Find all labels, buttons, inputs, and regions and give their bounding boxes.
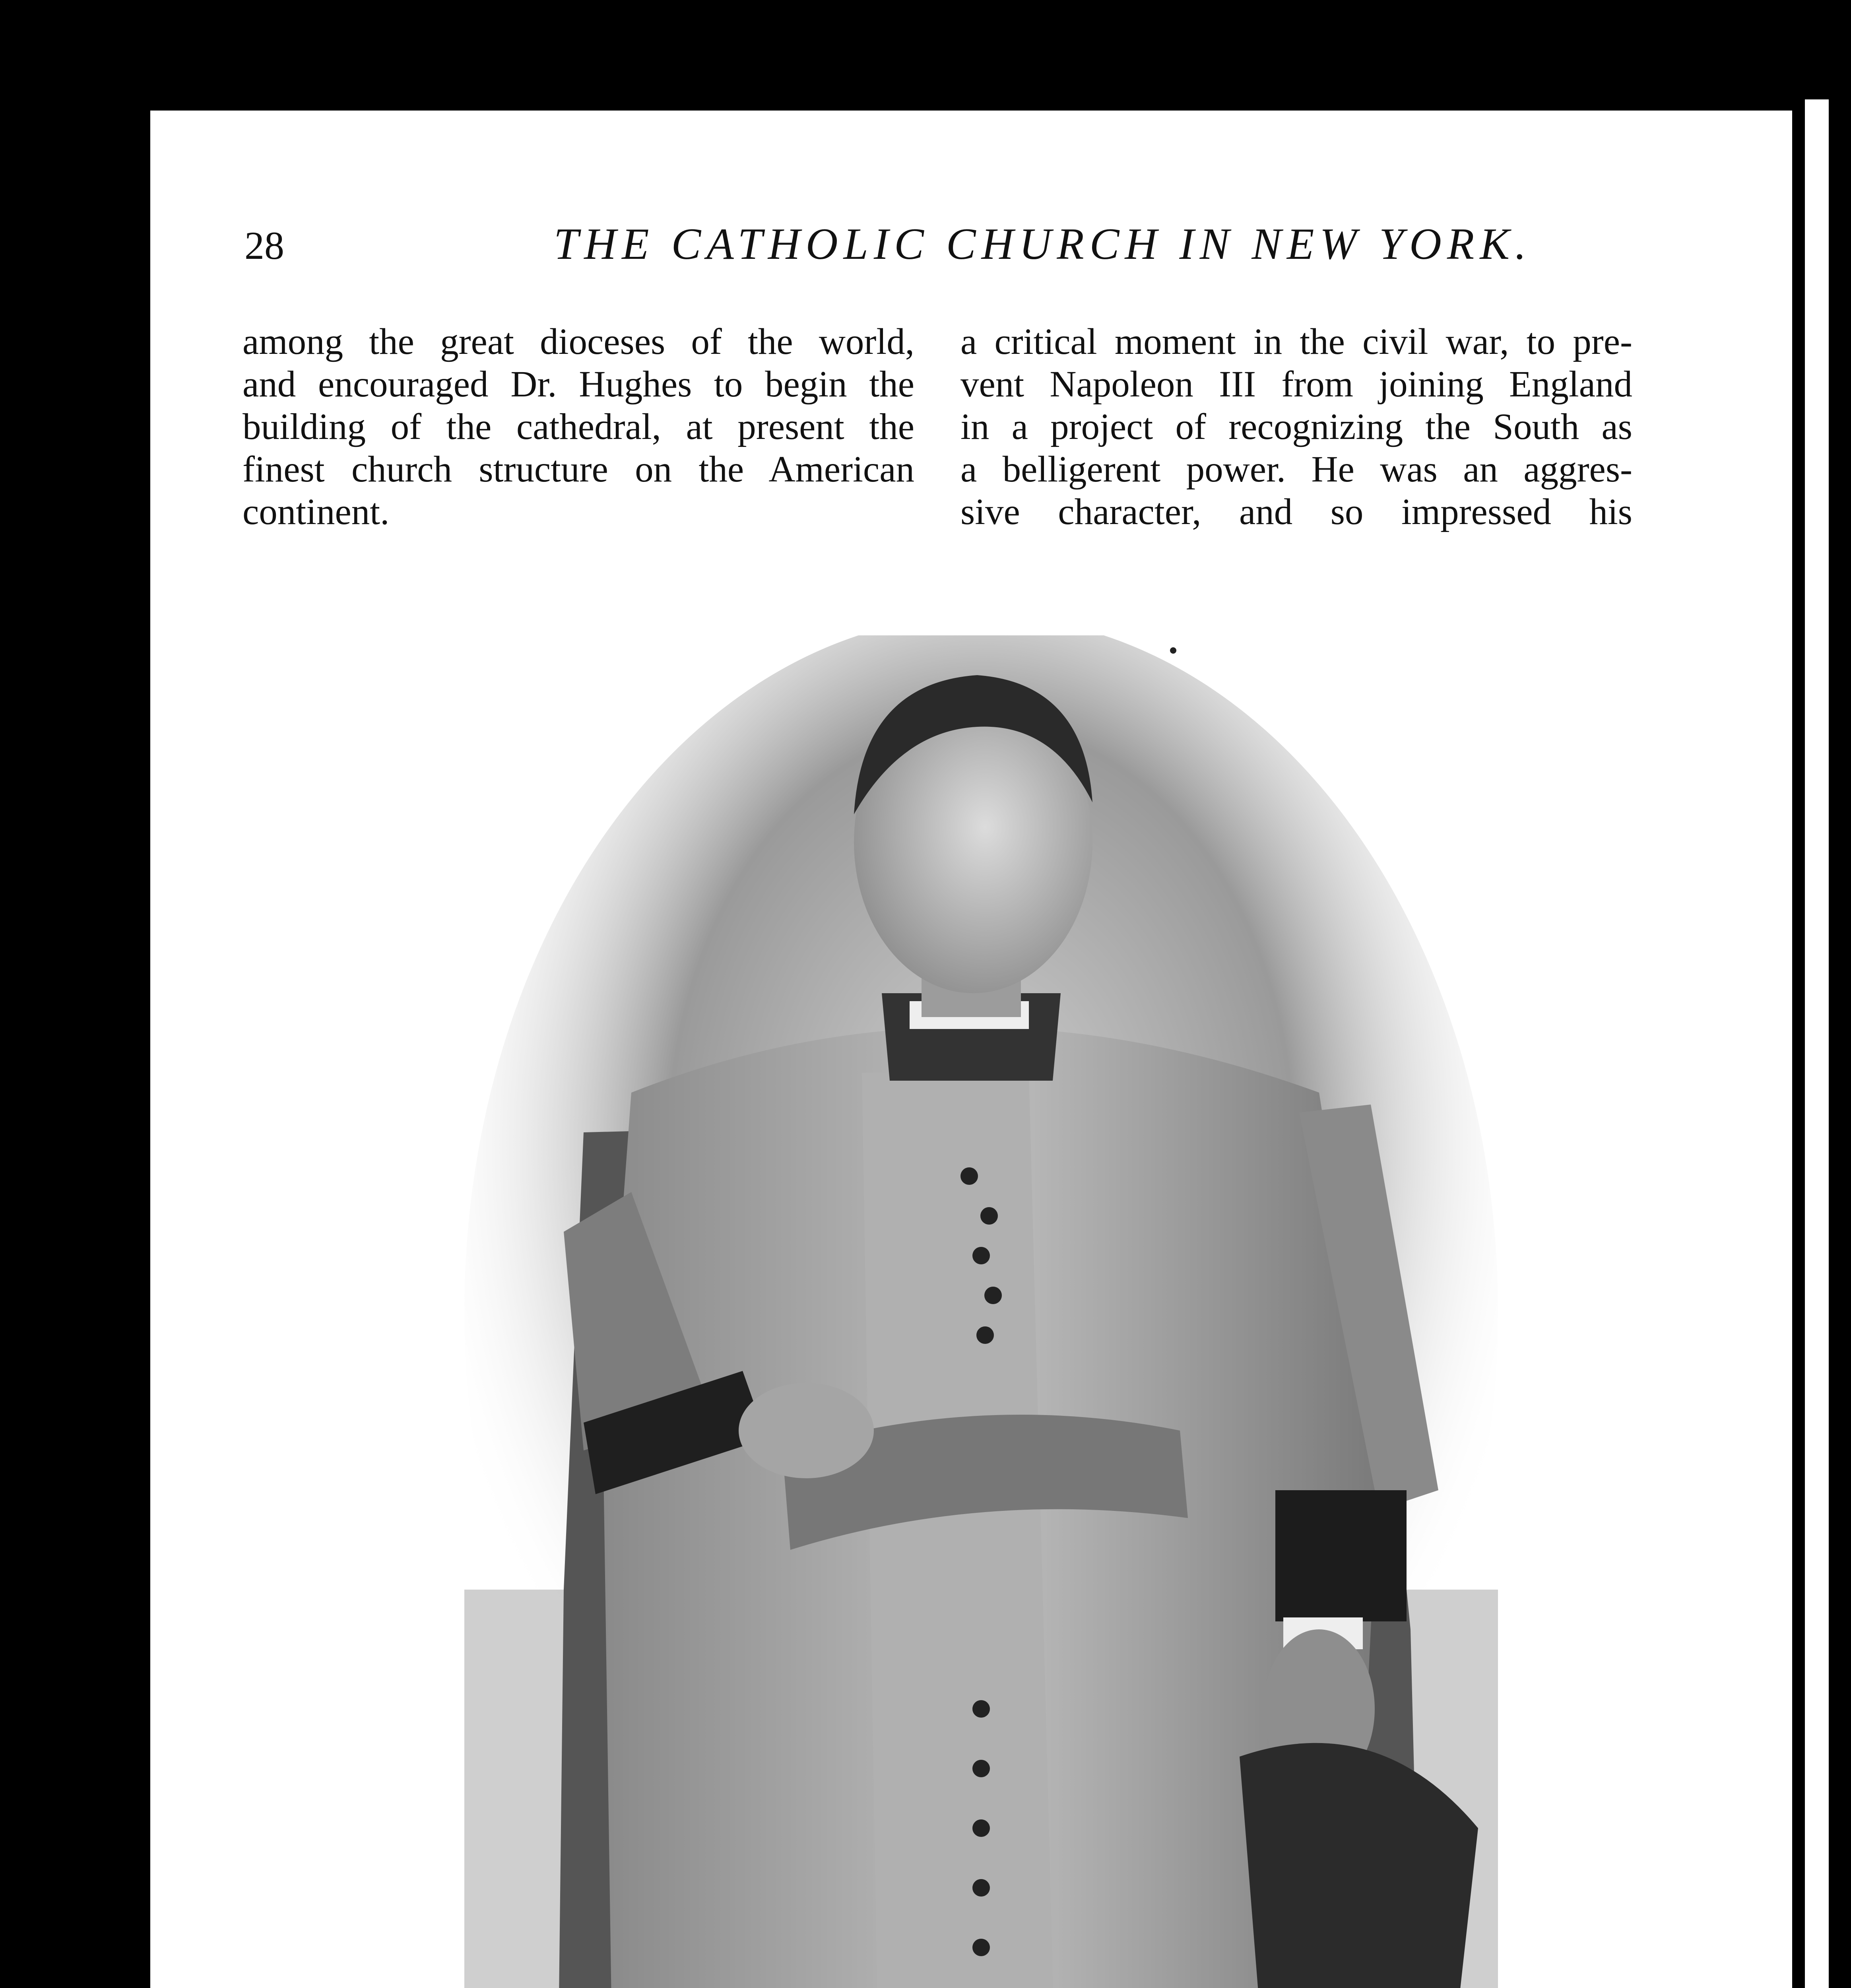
book-page xyxy=(150,111,1792,1988)
text-line: a critical moment in the civil war, to pre- xyxy=(960,321,1632,362)
text-line: a belligerent power. He was an aggres- xyxy=(960,449,1632,490)
running-title: THE CATHOLIC CHURCH IN NEW YORK. xyxy=(553,219,1532,269)
text-line: in a project of recognizing the South as xyxy=(960,406,1632,447)
text-line: continent. xyxy=(243,491,390,532)
text-line: and encouraged Dr. Hughes to begin the xyxy=(243,364,914,405)
next-page-edge xyxy=(1805,99,1829,1988)
text-line: building of the cathedral, at present the xyxy=(243,406,914,447)
text-line: among the great dioceses of the world, xyxy=(243,321,914,362)
text-line: sive character, and so impressed his xyxy=(960,491,1632,532)
text-line: vent Napoleon III from joining England xyxy=(960,364,1632,405)
text-line: finest church structure on the American xyxy=(243,449,914,490)
portrait-photograph xyxy=(464,635,1498,1988)
text-column-top-left xyxy=(243,320,914,533)
print-speck xyxy=(1170,647,1176,654)
text-column-top-right xyxy=(960,320,1632,533)
page-number: 28 xyxy=(244,223,284,268)
